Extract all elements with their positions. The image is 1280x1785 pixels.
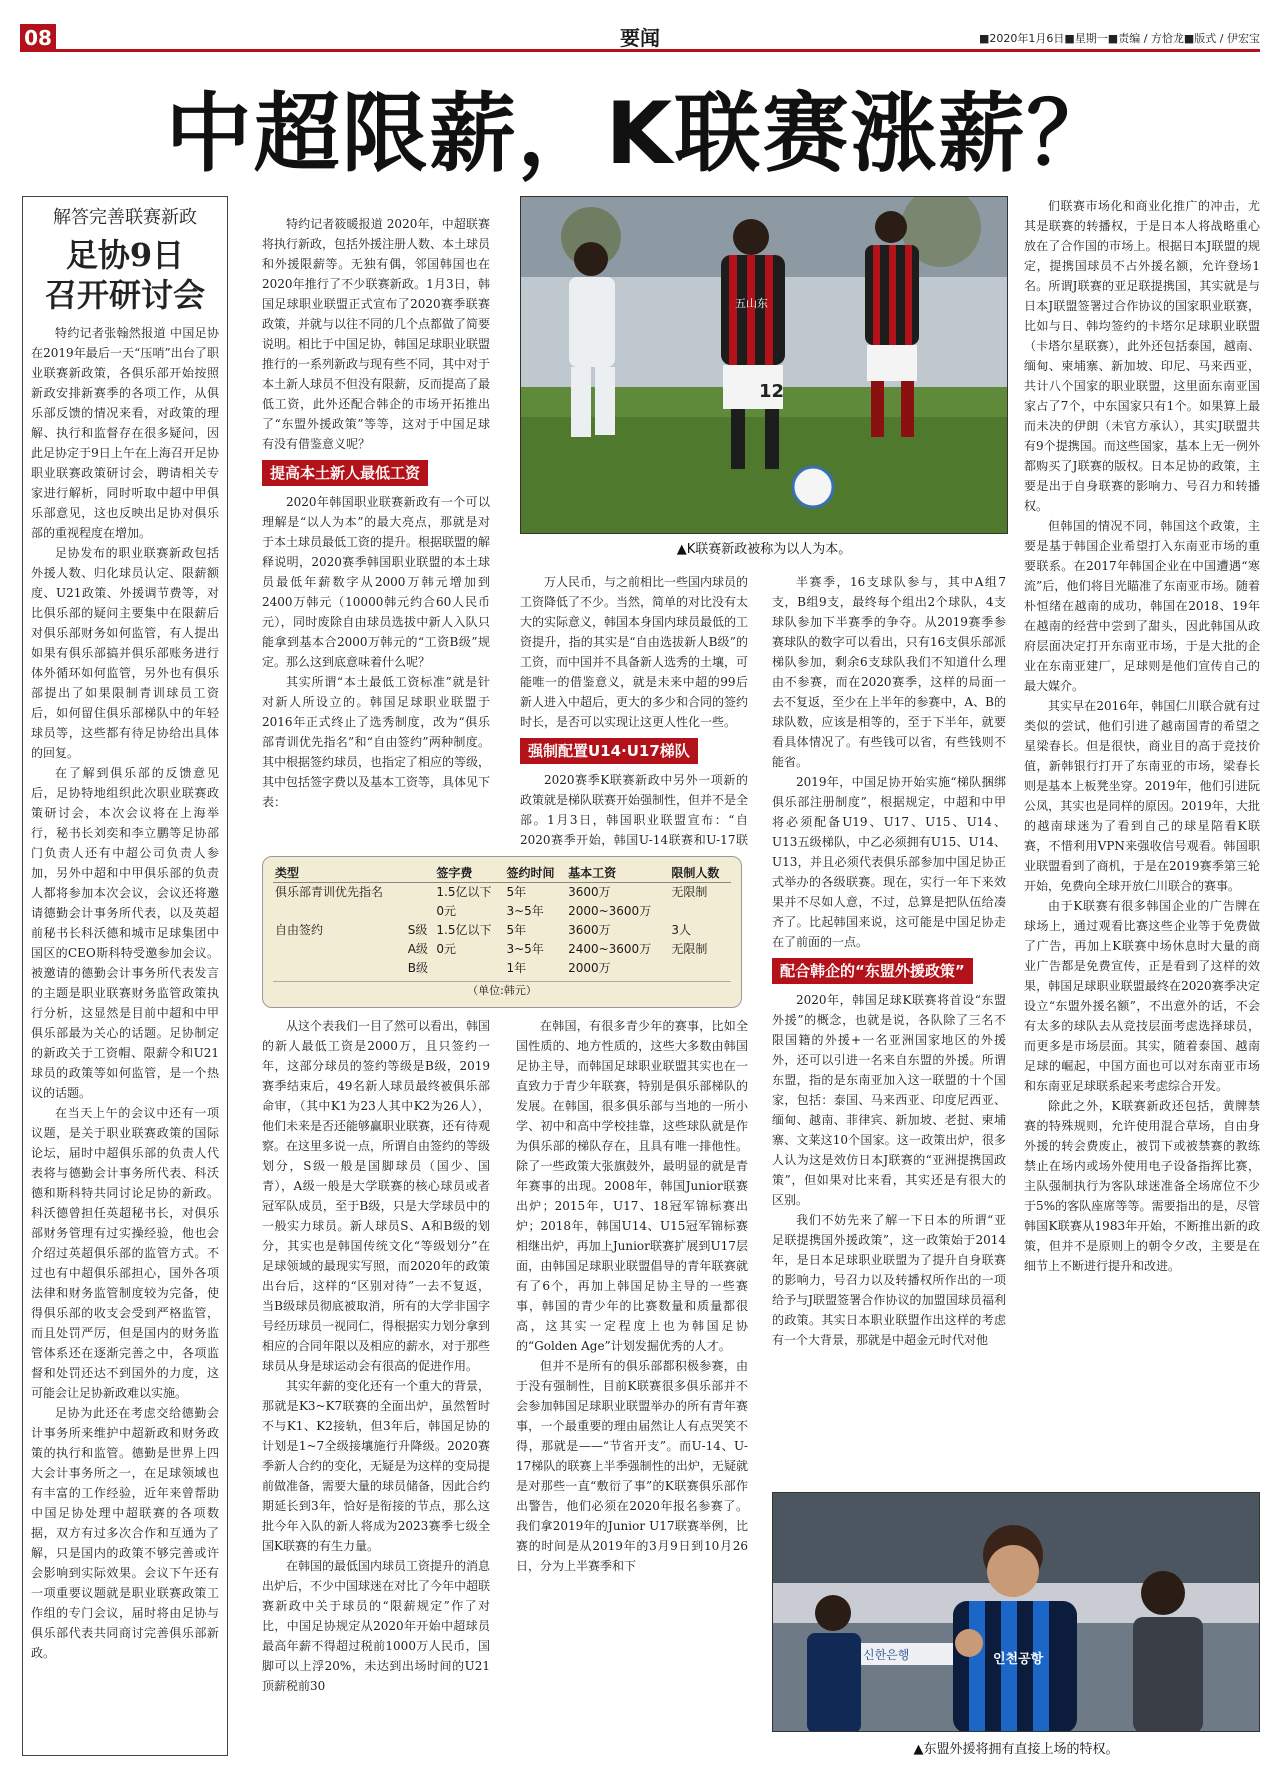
body-paragraph: 其实所谓“本土最低工资标准”就是针对新人所设立的。韩国足球职业联盟于2016年正式终止了选秀制度，改为“俱乐部青训优先指名”和“自由签约”两种制度。其中根据签约球员，也指定了相应的等级，其中包括签字费以及基本工资等，具体见下表：: [262, 675, 490, 809]
body-paragraph: 从这个表我们一目了然可以看出，韩国的新人最低工资是2000万，且只签约一年，这部分球员的签约等级是B级，2019赛季结束后，49名新人球员最终被俱乐部命审，（其中K1为23人其中K2为26人），他们未来是否还能够赢职业联赛，还有待观察。在这里多说一点，所谓自由签约的等级划分，S级一般是国脚球员（国少、国青），A级一般是大学联赛的核心球员或者冠军队成员，至于B级，只是大学球员中的一般实力球员。新人球员S、A和B级的划分，其实也是韩国传统文化“等级划分”在足球领域的最现实写照，而2020年的政策出台后，这样的“区别对待”一去不复返，当B级球员彻底被取消，所有的大学非国字号经历球员一视同仁，得根据实力划分拿到相应的合同年限以及相应的薪水，对于那些球员从身是球运动会有很高的促进作用。: [262, 1019, 490, 1373]
table-cell: [669, 959, 731, 978]
player-photo-graphic: [773, 1493, 1260, 1732]
table-cell: [273, 940, 406, 959]
table-cell: B级: [407, 961, 428, 975]
table-header: 类型: [273, 863, 434, 883]
table-cell: S级: [407, 923, 428, 937]
table-cell: 2000万: [568, 961, 611, 975]
col4: [772, 572, 1006, 1472]
body-paragraph: 半赛季，16支球队参与，其中A组7支，B组9支，最终每个组出2个球队，4支球队参加下半赛季的争夺。从2019赛季参赛球队的数字可以看出，只有16支俱乐部派梯队参加，剩余6支球队我们不知道什么理由不参赛，而在2020赛季，这样的局面一去不复返，至少在上半年的参赛中，A、B的球队数，应该是相等的，至于下半年，就要看具体情况了。有些钱可以省，有些钱则不能省。: [772, 575, 1006, 769]
board-sponsor: 신한은행: [863, 1648, 910, 1662]
table-cell: 5年: [506, 923, 527, 937]
body-paragraph: 在韩国的最低国内球员工资提升的消息出炉后，不少中国球迷在对比了今年中超联赛新政中关于球员的“限薪规定”作了对比，中国足协规定从2020年开始中超球员最高年薪不得超过税前1000万人民币，国脚可以上浮20%，未达到出场时间的U21顶薪税前30: [262, 1559, 490, 1693]
body-paragraph: 但并不是所有的俱乐部都积极参赛，由于没有强制性，目前K联赛很多俱乐部并不会参加韩国足球职业联盟举办的所有青年赛事，一个最重要的理由届然让人有点哭笑不得，那就是——“节省开支”。而U-14、U-17梯队的联赛上半季强制性的出炉，无疑就是对那些一直“敷衍了事”的K联赛俱乐部作出警告，他们必须在2020年报名参赛了。我们拿2019年的Junior U17联赛举例，比赛的时间是从2019年的3月9日到10月26日，分为上半赛季和下: [516, 1359, 748, 1573]
table-cell: 1年: [506, 961, 527, 975]
subhead-min-wage: 提高本土新人最低工资: [262, 460, 428, 486]
table-cell: [406, 902, 435, 921]
left-paragraph: 足协发布的职业联赛新政包括外援人数、归化球员认定、限薪额度、U21政策、外援调节费等，对比俱乐部的疑问主要集中在限薪后对俱乐部财务如何监管，有人提出如果有俱乐部搞并俱乐部账务进行体外循环如何监管，另外也有俱乐部提出了如果限制青训球员工资后，如何留住俱乐部梯队中的年轻球员等，这些都有待足协给出具体的回复。: [31, 546, 219, 760]
body-paragraph: 由于K联赛有很多韩国企业的广告牌在球场上，通过观看比赛这些企业等于免费做了广告，再加上K联赛中场休息时大量的商业广告都是免费宣传，正是看到了这样的效果，韩国足球职业联盟最终在2020赛季决定设立“东盟外援名额”，不出意外的话，不会有太多的球队去从竞技层面考虑选择球员，而更多是市场层面。其实，随着泰国、越南足球的崛起，中国方面也可以对东南亚市场和东南亚足球联系起来考虑综合开发。: [1024, 899, 1260, 1093]
photo-kleague-match: [520, 196, 1008, 534]
table-cell: 俱乐部青训优先指名: [275, 885, 384, 899]
left-kicker: 解答完善联赛新政: [53, 207, 197, 228]
table-cell: [669, 902, 731, 921]
col3-bottom: [516, 1016, 748, 1758]
body-paragraph: 在韩国，有很多青少年的赛事，比如全国性质的、地方性质的，这些大多数由韩国足协主导，而韩国足球职业联盟其实也在一直致力于青少年联赛，特别是俱乐部梯队的发展。在韩国，很多俱乐部与当地的一所小学、初中和高中学校挂靠，这些球队就是作为俱乐部的梯队存在，且具有唯一排他性。除了一些政策大张旗鼓外，最明显的就是青年赛事的出现。2008年，韩国Junior联赛出炉；2015年，U17、18冠军锦标赛出炉；2018年，韩国U14、U15冠军锦标赛相继出炉，再加上Junior联赛扩展到U17层面，由韩国足球职业联盟倡导的青年联赛就有了6个，再加上韩国足协主导的一些赛事，韩国的青少年的比赛数量和质量都很高，这其实一定程度上也为韩国足协的“Golden Age”计划发掘优秀的人才。: [516, 1019, 748, 1353]
table-cell: 自由签约: [275, 923, 324, 937]
issue-info: ■2020年1月6日■星期一■责编 / 方恰龙■版式 / 伊宏宝: [979, 32, 1260, 45]
match-photo-graphic: [521, 197, 1008, 534]
body-paragraph: 其实早在2016年，韩国仁川联合就有过类似的尝试，他们引进了越南国青的希望之星梁春长。但是很快，商业目的高于竞技价值，新韩银行打开了东南亚的市场，梁春长则是基本上板凳坐穿。2019年，他们引进阮公凤，其实也是同样的原因。2019年，大批的越南球迷为了看到自己的球星陪看K联赛，不惜利用VPN来强收信号观看。韩国职业联盟看到了商机，于是在2019赛季第三轮开始，免费向全球开放仁川联合的赛事。: [1024, 699, 1260, 893]
table-cell: [434, 959, 504, 978]
table-row: [273, 959, 731, 978]
table-header: 限制人数: [669, 863, 731, 883]
photo-asean-player: [772, 1492, 1260, 1732]
intro-paragraph: 特约记者筱暖报道 2020年，中超联赛将执行新政，包括外援注册人数、本土球员和外援限薪等。无独有偶，邻国韩国也在2020年推行了不少联赛新政。1月3日，韩国足球职业联盟正式宣布了2020赛季联赛政策，并就与以往不同的几个点都做了简要说明。相比于中国足协，韩国足球职业联盟推行的一系列新政与现有些不同，其中对于本土新人球员不但没有限薪，反而提高了最低工资，此外还配合韩企的市场开拓推出了“东盟外援政策”等等，这对于中国足球有没有借鉴意义呢？: [262, 217, 490, 451]
photo1-caption: ▲K联赛新政被称为以人为本。: [676, 542, 852, 557]
table-cell: 3~5年: [506, 942, 544, 956]
table-cell: 5年: [506, 885, 527, 899]
jersey-text: 인천공항: [993, 1652, 1044, 1667]
table-cell: 3600万: [568, 885, 611, 899]
col3-top: [520, 572, 748, 852]
body-paragraph: 其实年薪的变化还有一个重大的背景，那就是K3~K7联赛的全面出炉，虽然暂时不与K1、K2接轨，但3年后，韩国足协的计划是1~7全级接壤施行升降级。2020赛季新人合约的变化，无疑是为这样的变局提前做准备，需要大量的球员储备，因此合约期延长到3年，恰好是衔接的节点，那么这批今年入队的新人将成为2023赛季七级全国K联赛的有生力量。: [262, 1379, 490, 1553]
left-paragraph: 在当天上午的会议中还有一项议题，是关于职业联赛政策的国际论坛，届时中超俱乐部的负责人代表将与德勤会计事务所代表、科沃德和斯科特共同讨论足协的新政。科沃德曾担任英超秘书长，对俱乐部财务管理有过实操经验，他也会介绍过英超俱乐部的监管方式。不过也有中超俱乐部担心，国外各项法律和财务监管制度较为完备，使得俱乐部的收支会受到严格监管，而且处罚严厉，但是国内的财务监管体系还在逐渐完善之中，各项监督和处罚还达不到国外的力度，这可能会让足协新政难以实施。: [31, 1106, 219, 1400]
col2-bottom: [262, 1016, 490, 1758]
table-cell: 2000~3600万: [568, 904, 652, 918]
table-cell: 3~5年: [506, 904, 544, 918]
table-cell: 0元: [436, 904, 457, 918]
main-headline: 中超限薪，K联赛涨薪？: [165, 84, 1115, 184]
page-header: [20, 24, 1260, 52]
table-row: [273, 940, 731, 959]
section-name: 要闻: [620, 26, 660, 50]
shirt-sponsor: 五山东: [735, 297, 768, 310]
subhead-youth-teams: 强制配置U14·U17梯队: [520, 738, 698, 764]
body-paragraph: 2020年韩国职业联赛新政有一个可以理解是“以人为本”的最大亮点，那就是对于本土球员最低工资的提升。根据联盟的解释说明，2020赛季韩国职业联盟的本土球员最低年薪数字从2000万韩元增加到2400万韩元（10000韩元约合60人民币元），同时废除自由球员选拔中新人入队只能拿到基本合2000万韩元的“工资B级”规定。那么这到底意味着什么呢？: [262, 495, 490, 669]
col5: [1024, 196, 1260, 1476]
table-cell: A级: [407, 942, 428, 956]
table-cell: 3人: [671, 923, 691, 937]
table-header: 基本工资: [566, 863, 669, 883]
left-paragraph: 在了解到俱乐部的反馈意见后，足协特地组织此次职业联赛政策研讨会，本次会议将在上海举行，秘书长刘奕和李立鹏等足协部门负责人还有中超公司负责人参加，另外中超和中甲俱乐部的负责人都将参加本次会议，会议还将邀请德勤会计事务所代表，以及英超前秘书长科沃德和城市足球集团中国区的CEO斯科特受邀参加会议。被邀请的德勤会计事务所代表发言的主题是职业联赛财务监管政策执行分析，这显然是目前中超和中甲俱乐部最为关心的话题。足协制定的新政关于工资帽、限薪令和U21球员的政策等如何监管，是一个热议的话题。: [31, 766, 219, 1100]
table-cell: 2400~3600万: [568, 942, 652, 956]
left-title-line2: 召开研讨会: [44, 276, 205, 314]
body-paragraph: 2020年，韩国足球K联赛将首设“东盟外援”的概念，也就是说，各队除了三名不限国籍的外援+一名亚洲国家地区的外援外，还可以引进一名来自东盟的外援。所谓东盟，指的是东南亚加入这一联盟的十个国家，包括：泰国、马来西亚、印度尼西亚、缅甸、越南、菲律宾、新加坡、老挝、柬埔寨、文莱这10个国家。这一政策出炉，很多人认为这是效仿日本J联赛的“亚洲提携国政策”，但如果对比来看，其实还是有很大的区别。: [772, 993, 1006, 1207]
table-cell: [406, 883, 435, 903]
table-unit: （单位:韩元）: [273, 981, 731, 998]
left-paragraph: 足协为此还在考虑交给德勤会计事务所来维护中超新政和财务政策的执行和监管。德勤是世界上四大会计事务所之一，在足球领域也有丰富的工作经验，近年来曾帮助中国足协处理中超联赛的各项数据，双方有过多次合作和互通为了解，只是国内的政策不够完善或许会影响到实际效果。会议下午还有一项重要议题就是职业联赛政策工作组的专门会议，届时将由足协与俱乐部代表共同商讨完善俱乐部新政。: [31, 1406, 219, 1660]
table-row: [273, 883, 731, 903]
body-paragraph: 2020赛季K联赛新政中另外一项新的政策就是梯队联赛开始强制性，但并不是全部。1月3日，韩国职业联盟宣布：“自2020赛季开始，韩国U-14联赛和U-17联: [520, 773, 748, 847]
table-row: [273, 921, 731, 940]
body-paragraph: 2019年，中国足协开始实施“梯队捆绑俱乐部注册制度”，根据规定，中超和中甲将必须配备U19、U17、U15、U14、U13五级梯队，中乙必须拥有U15、U14、U13，并且必须代表俱乐部参加中国足协正式举办的各级联赛。现在，实行一年下来效果并不尽如人意，不过，总算是把队伍给凑齐了。比起韩国来说，这可能是中国足协走在了前面的一点。: [772, 775, 1006, 949]
col2-top: [262, 214, 490, 850]
body-paragraph: 除此之外，K联赛新政还包括，黄牌禁赛的特殊规则，允许使用混合草场，自由身外援的转会费废止，被罚下或被禁赛的教练禁止在场内或场外使用电子设备指挥比赛，主队强制执行为客队球迷准备全场席位不少于5%的客队座席等等。需要指出的是，尽管韩国K联赛从1983年开始，不断推出新的政策，但并不是原则上的朝令夕改，主要是在细节上不断进行提升和改进。: [1024, 1099, 1260, 1273]
table-cell: 1.5亿以下: [436, 923, 492, 937]
contract-table: [262, 856, 742, 1008]
table-cell: 3600万: [568, 923, 611, 937]
table-cell: [273, 902, 406, 921]
photo2-caption: ▲东盟外援将拥有直接上场的特权。: [913, 1742, 1119, 1757]
left-paragraph: 特约记者张翰然报道 中国足协在2019年最后一天“压哨”出台了职业联赛新政策，各俱乐部开始按照新政安排新赛季的各项工作，从俱乐部反馈的情况来看，对政策的理解、执行和监督存在很多疑问，因此足协定于9日上午在上海召开足协职业联赛政策研讨会，聘请相关专家进行解析，同时听取中超中甲俱乐部意见，这也反映出足协对俱乐部的重视程度在增加。: [31, 326, 219, 540]
table-cell: 无限制: [671, 942, 708, 956]
left-article: [22, 196, 228, 1756]
table-cell: 1.5亿以下: [436, 885, 492, 899]
left-title-line1: 足协9日: [65, 236, 185, 274]
table-header: 签字费: [434, 863, 504, 883]
page-number: 08: [20, 24, 56, 52]
body-paragraph: 但韩国的情况不同，韩国这个政策，主要是基于韩国企业希望打入东南亚市场的重要联系。在2017年韩国企业在中国遭遇“寒流”后，他们将目光瞄准了东南亚市场。随着朴恒绪在越南的成功，韩国在2018、19年在越南的经营中尝到了甜头，因此韩国从政府层面决定打开东南亚市场，于是大批的企业在东南亚建厂，足球则是他们宣传自己的最大媒介。: [1024, 519, 1260, 693]
table-cell: 无限制: [671, 885, 708, 899]
table-cell: [273, 959, 406, 978]
body-paragraph: 我们不妨先来了解一下日本的所谓“亚足联提携国外援政策”，这一政策始于2014年，是日本足球职业联盟为了提升自身联赛的影响力，号召力以及转播权所作出的一项给予与J联盟签署合作协议的加盟国球员福利的政策。其实日本职业联盟作出这样的考虑有一个大背景，那就是中超金元时代对他: [772, 1213, 1006, 1347]
body-paragraph: 万人民币，与之前相比一些国内球员的工资降低了不少。当然，简单的对比没有太大的实际意义，韩国本身国内球员最低的工资提升，指的其实是“自由选拔新人B级”的工资，而中国并不具备新人选秀的土壤，可能唯一的借鉴意义，就是未来中超的99后新人进入中超后，更大的多少和合同的签约时长，是否可以实现让这更人性化一些。: [520, 575, 748, 729]
body-paragraph: 们联赛市场化和商业化推广的冲击，尤其是联赛的转播权，于是日本人将战略重心放在了合作国的市场上。根据日本J联盟的规定，提携国球员不占外援名额，允许登场1名。所谓J联赛的亚足联提携国，其实就是与日本J联盟签署过合作协议的国家职业联赛，比如与日、韩均签约的卡塔尔足球职业联盟（卡塔尔星联赛），此外还包括泰国，越南、缅甸、柬埔寨、新加坡、印尼、马来西亚，共计八个国家的职业联盟，这里面东南亚国家占了7个，中东国家只有1个。如果算上最而未决的伊朗（未官方承认），其实J联盟共有9个提携国。而这些国家，基本上无一例外都购买了J联赛的版权。日本足协的政策，主要是出于自身联赛的影响力、号召力和转播权。: [1024, 199, 1260, 513]
table-cell: 0元: [436, 942, 457, 956]
jersey-number: 12: [759, 381, 785, 402]
table-header: 签约时间: [504, 863, 566, 883]
subhead-asean-policy: 配合韩企的“东盟外援政策”: [772, 958, 973, 984]
table-row: [273, 902, 731, 921]
